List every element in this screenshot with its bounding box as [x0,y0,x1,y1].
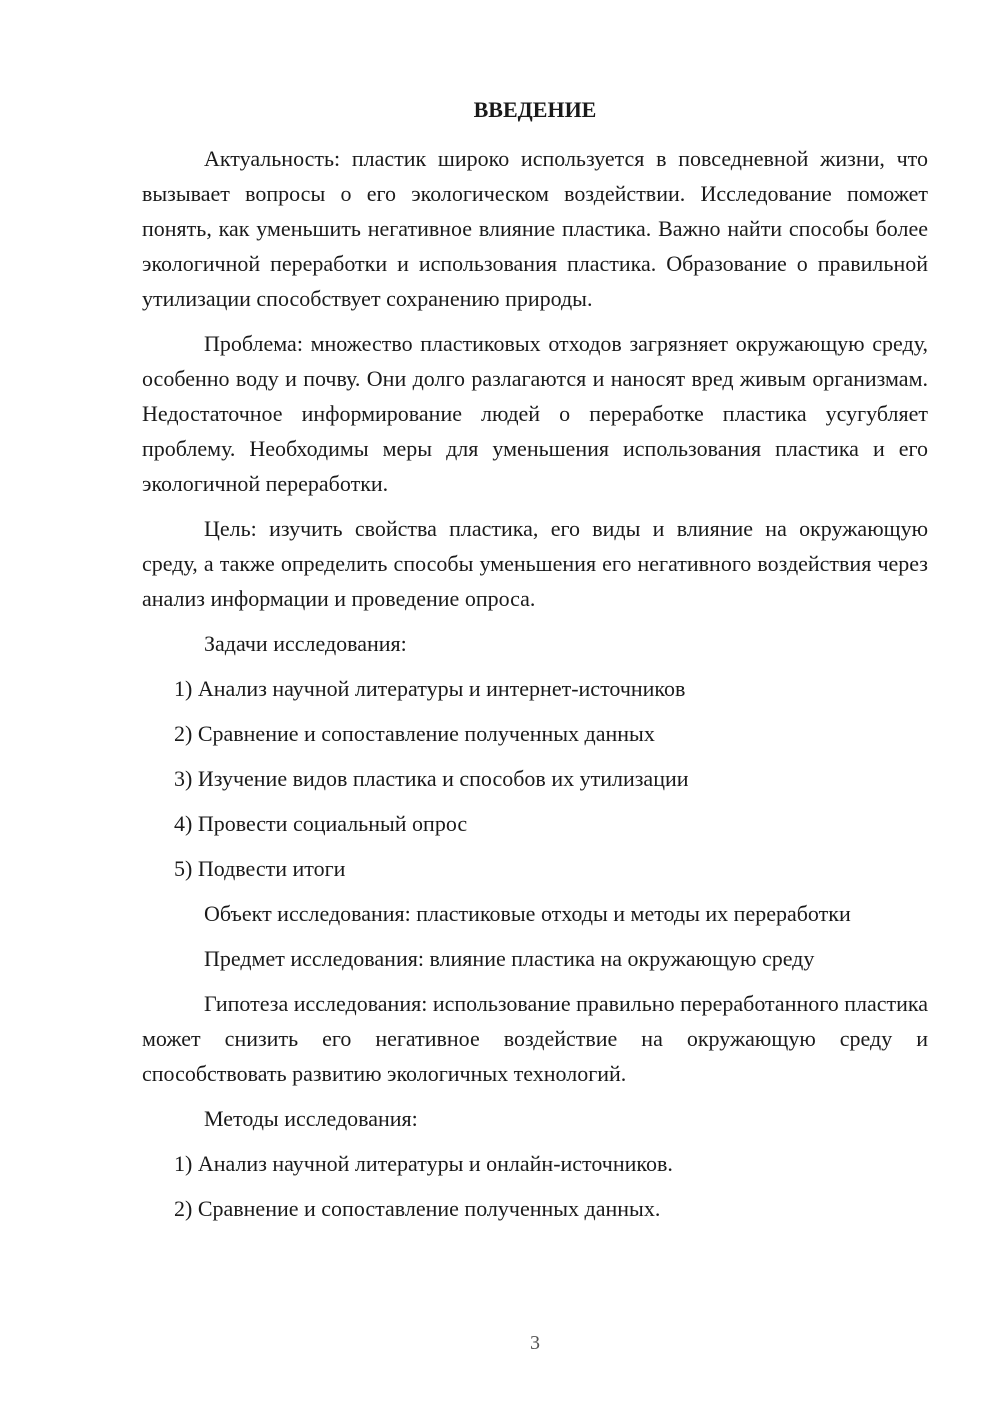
methods-heading: Методы исследования: [204,1106,418,1131]
task-item-4: 4) Провести социальный опрос [174,811,468,836]
method-item-1: 1) Анализ научной литературы и онлайн-источников. [174,1151,673,1176]
tasks-heading: Задачи исследования: [204,631,407,656]
task-item-2: 2) Сравнение и сопоставление полученных данных [174,721,655,746]
task-item-3: 3) Изучение видов пластика и способов их утилизации [174,766,689,791]
relevance-paragraph: Актуальность: пластик широко используется в повседневной жизни, что вызывает вопросы о его экологическом воздействии. Исследование поможет понять, как уменьшить негативное влияние пластика. Важно найти способы более экологичной переработки и использования пластика. Образование о правильной утилизации способствует сохранению природы. [142,146,928,311]
tasks-list [142,671,928,886]
methods-list [142,1146,928,1226]
page-title: ВВЕДЕНИЕ [473,97,597,122]
subject-paragraph: Предмет исследования: влияние пластика на окружающую среду [204,946,815,971]
method-item-2: 2) Сравнение и сопоставление полученных данных. [174,1196,661,1221]
page-number: 3 [530,1332,540,1354]
goal-paragraph: Цель: изучить свойства пластика, его виды и влияние на окружающую среду, а также определить способы уменьшения его негативного воздействия через анализ информации и проведение опроса. [142,516,928,611]
task-item-5: 5) Подвести итоги [174,856,346,881]
hypothesis-paragraph: Гипотеза исследования: использование правильно переработанного пластика может снизить его негативное воздействие на окружающую среду и способствовать развитию экологичных технологий. [142,991,929,1086]
document-page [142,95,928,1236]
task-item-1: 1) Анализ научной литературы и интернет-источников [174,676,686,701]
object-paragraph: Объект исследования: пластиковые отходы и методы их переработки [204,901,851,926]
problem-paragraph: Проблема: множество пластиковых отходов загрязняет окружающую среду, особенно воду и почву. Они долго разлагаются и наносят вред живым организмам. Недостаточное информирование людей о переработке пластика усугубляет проблему. Необходимы меры для уменьшения использования пластика и его экологичной переработки. [142,331,928,496]
